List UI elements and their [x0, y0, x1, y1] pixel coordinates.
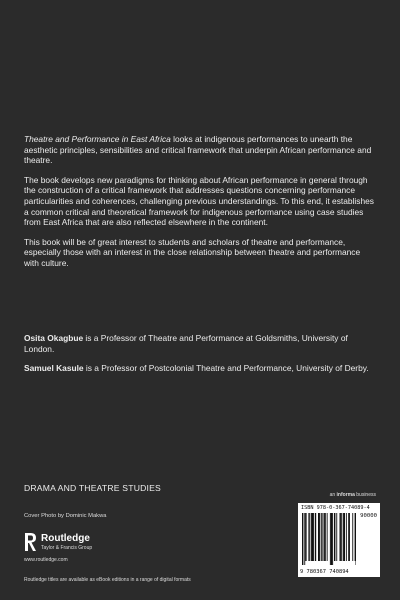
- informa-suffix: business: [354, 492, 376, 498]
- book-title-italic: Theatre and Performance in East Africa: [24, 134, 171, 144]
- barcode-bar: [340, 513, 341, 561]
- isbn-barcode: [298, 503, 380, 577]
- price-code: 90000: [360, 513, 377, 519]
- barcode-bar: [313, 513, 314, 561]
- author-bio-text: is a Professor of Postcolonial Theatre and Performance, University of Derby.: [83, 363, 369, 374]
- author-name: Samuel Kasule: [24, 363, 84, 374]
- barcode-bar: [331, 513, 332, 565]
- barcode-bar: [312, 513, 313, 561]
- cover-photo-credit: Cover Photo by Dominic Makwa: [24, 513, 107, 519]
- barcode-bar: [336, 513, 337, 561]
- author-bio: [24, 363, 376, 374]
- barcode-bar: [343, 513, 344, 561]
- barcode-bar: [348, 513, 349, 561]
- barcode-bar: [330, 513, 331, 565]
- publisher-website: www.routledge.com: [24, 557, 68, 563]
- series-label: DRAMA AND THEATRE STUDIES: [24, 483, 161, 493]
- informa-prefix: an: [329, 492, 337, 498]
- barcode-bar: [349, 513, 350, 561]
- barcode-bar: [318, 513, 319, 561]
- author-bio: [24, 333, 376, 354]
- barcode-bar: [319, 513, 320, 561]
- blurb-paragraph-1-text: looks at indigenous performances to unearth the aesthetic principles, sensibilities and critical framework that underpin African performance and theatre.: [24, 134, 372, 166]
- publisher-text: [41, 534, 92, 551]
- barcode-bar: [308, 513, 309, 561]
- barcode-bar: [334, 513, 335, 561]
- author-bios: [24, 333, 376, 383]
- barcode-digits: 9 780367 740894: [300, 569, 349, 575]
- ebook-availability-note: Routledge titles are available as eBook editions in a range of digital formats: [24, 577, 191, 583]
- barcode-bar: [302, 513, 303, 565]
- barcode-bar: [305, 513, 306, 561]
- routledge-r-icon: [24, 532, 37, 552]
- barcode-bar: [332, 513, 333, 565]
- barcode-bar: [315, 513, 316, 561]
- author-name: Osita Okagbue: [24, 333, 84, 343]
- barcode-bar: [340, 513, 341, 561]
- barcode-bar: [327, 513, 328, 561]
- isbn-number: ISBN 978-0-367-74089-4: [301, 505, 370, 511]
- barcode-bar: [311, 513, 312, 561]
- publisher-name: Routledge: [41, 532, 90, 544]
- barcode-bar: [324, 513, 325, 561]
- barcode-bar: [344, 513, 345, 561]
- barcode-bar: [346, 513, 347, 561]
- publisher-logo: [24, 531, 92, 553]
- informa-business-label: [330, 492, 376, 498]
- barcode-bar: [352, 513, 353, 561]
- informa-brand: informa: [336, 492, 355, 498]
- barcode-bar: [324, 513, 325, 561]
- barcode-bar: [356, 513, 357, 565]
- barcode-bars: [302, 513, 356, 565]
- barcode-bar: [304, 513, 305, 565]
- blurb-paragraph-2: The book develops new paradigms for thinking about African performance in general through the construction of a critical framework that addresses questions concerning performance particularities and coherences, challenging previous understandings. To this end, it establishes a common critical and theoretical framework for indigenous performance using case studies from East Africa that are also reflected elsewhere in the continent.: [24, 174, 374, 228]
- blurb-paragraph-3: This book will be of great interest to students and scholars of theatre and performance, especially those with an interest in the close relationship between theatre and performance with culture.: [24, 236, 361, 268]
- publisher-group: Taylor & Francis Group: [41, 544, 93, 551]
- author-bio-text: is a Professor of Theatre and Performance at Goldsmiths, University of London.: [24, 333, 348, 354]
- blurb-paragraph-1: [24, 134, 376, 166]
- back-cover-blurb: [24, 134, 376, 278]
- barcode-bar: [321, 513, 322, 561]
- barcode-bar: [355, 513, 356, 561]
